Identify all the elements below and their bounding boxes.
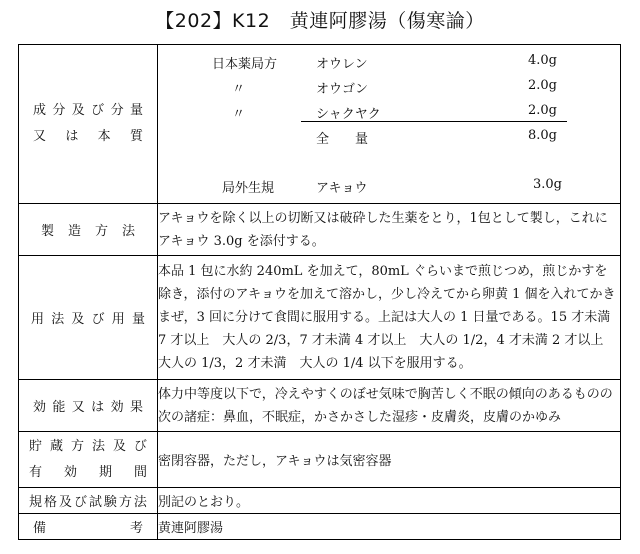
ingredient-source: 〃 (232, 82, 246, 97)
storage-row (19, 432, 621, 488)
ingredient-amount: 4.0g (528, 53, 557, 68)
efficacy-row (19, 380, 621, 432)
composition-label-line1: 成 分 及 び 分 量 (33, 103, 143, 118)
ingredient-source: 〃 (232, 107, 246, 122)
ingredient-amount: 2.0g (528, 103, 557, 118)
total-amount: 8.0g (528, 128, 557, 143)
page-title: 【202】K12 黄連阿膠湯（傷寒論） (155, 10, 485, 32)
manufacturing-label: 製 造 方 法 (19, 204, 158, 256)
ingredients-list (158, 45, 620, 203)
composition-label-line2: 又 は 本 質 (33, 129, 143, 144)
composition-label (19, 45, 158, 204)
efficacy-label: 効 能 又 は 効 果 (19, 380, 158, 432)
standards-label: 規 格 及 び 試 験 方 法 (19, 488, 158, 514)
extra-name: アキョウ (316, 181, 368, 196)
ingredient-source: 日本薬局方 (212, 57, 278, 72)
usage-text: 本品 1 包に水約 240mL を加えて，80mL ぐらいまで煎じつめ，煎じかすを除き，添付のアキョウを加えて溶かし，少し冷えてから卵黄 1 個を入れてかきまぜ，3 回に分けて食間に服用する。上記は大人の 1 日量である。15 才未満 7 才以上 大人の 2/3，7 才未満 4 才以上 大人の 1/2，4 才未満 2 才以上 大人の 1/3，2 才未満 大人の 1/4 以下を服用する。 (158, 256, 621, 380)
monograph-table (18, 44, 621, 540)
remarks-row (19, 514, 621, 540)
extra-source: 局外生規 (222, 181, 275, 196)
standards-row (19, 488, 621, 514)
efficacy-text: 体力中等度以下で，冷えやすくのぼせ気味で胸苦しく不眠の傾向のあるものの次の諸症：鼻血，不眠症，かさかさした湿疹・皮膚炎，皮膚のかゆみ (158, 380, 621, 432)
standards-text: 別記のとおり。 (158, 488, 621, 514)
storage-text: 密閉容器，ただし，アキョウは気密容器 (158, 432, 621, 488)
usage-label: 用 法 及 び 用 量 (19, 256, 158, 380)
ingredient-name: オウレン (316, 57, 368, 72)
remarks-label: 備 考 (19, 514, 158, 540)
manufacturing-text: アキョウを除く以上の切断又は破砕した生薬をとり，1包として製し，これにアキョウ 3.0g を添付する。 (158, 204, 621, 256)
remarks-text: 黄連阿膠湯 (158, 514, 621, 540)
total-divider (301, 121, 567, 122)
extra-amount: 3.0g (533, 177, 562, 192)
ingredient-name: シャクヤク (316, 107, 381, 122)
total-label: 全 量 (316, 132, 369, 147)
composition-row (19, 45, 621, 204)
storage-label: 貯 蔵 方 法 及 び 有 効 期 間 (19, 432, 158, 488)
ingredient-name: オウゴン (316, 82, 369, 97)
usage-row (19, 256, 621, 380)
ingredient-amount: 2.0g (528, 78, 557, 93)
ingredients-cell (158, 45, 621, 204)
manufacturing-row (19, 204, 621, 256)
